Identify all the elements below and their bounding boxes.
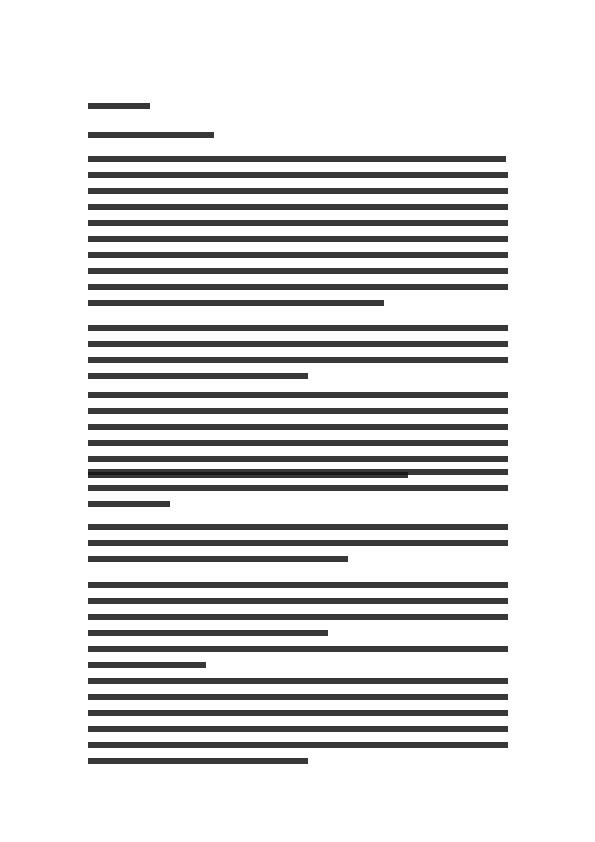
text-ink xyxy=(88,469,508,475)
text-ink xyxy=(88,156,506,162)
body-line xyxy=(88,522,508,533)
body-line xyxy=(88,554,348,565)
body-line xyxy=(88,676,508,687)
text-ink xyxy=(88,710,508,716)
text-ink xyxy=(88,103,150,109)
text-ink xyxy=(88,132,214,138)
body-line xyxy=(88,692,508,703)
text-ink xyxy=(88,485,508,491)
body-line xyxy=(88,298,384,309)
text-ink xyxy=(88,742,508,748)
body-line xyxy=(88,538,508,549)
text-ink xyxy=(88,456,508,462)
text-ink xyxy=(88,694,508,700)
body-line xyxy=(88,186,508,197)
text-ink xyxy=(88,662,206,668)
text-ink xyxy=(88,726,508,732)
text-ink xyxy=(88,614,508,620)
body-line xyxy=(88,170,508,181)
text-ink xyxy=(88,188,508,194)
text-ink xyxy=(88,357,508,363)
body-line xyxy=(88,323,508,334)
body-line xyxy=(88,660,206,671)
body-line xyxy=(88,339,508,350)
text-ink xyxy=(88,284,508,290)
text-ink xyxy=(88,325,508,331)
body-line xyxy=(88,580,508,591)
body-line xyxy=(88,644,508,655)
body-line xyxy=(88,355,508,366)
body-line xyxy=(88,612,508,623)
text-ink xyxy=(88,646,508,652)
body-line xyxy=(88,499,170,510)
body-line xyxy=(88,218,508,229)
body-line xyxy=(88,596,508,607)
body-line xyxy=(88,282,508,293)
subtitle-line xyxy=(88,130,214,141)
body-line xyxy=(88,628,328,639)
text-ink xyxy=(88,300,384,306)
text-ink xyxy=(88,236,508,242)
text-ink xyxy=(88,220,508,226)
text-ink xyxy=(88,204,508,210)
body-line xyxy=(88,266,508,277)
text-ink xyxy=(88,524,508,530)
body-line xyxy=(88,234,508,245)
text-ink xyxy=(88,678,508,684)
body-line xyxy=(88,467,508,478)
text-ink xyxy=(88,440,508,446)
body-line xyxy=(88,483,508,494)
text-ink xyxy=(88,172,508,178)
text-ink xyxy=(88,252,508,258)
text-ink xyxy=(88,582,508,588)
header-line xyxy=(88,101,150,112)
body-line xyxy=(88,756,308,767)
text-ink xyxy=(88,373,308,379)
body-line xyxy=(88,708,508,719)
body-line xyxy=(88,454,508,465)
text-ink xyxy=(88,598,508,604)
text-ink xyxy=(88,758,308,764)
body-line xyxy=(88,202,508,213)
text-ink xyxy=(88,408,508,414)
text-ink xyxy=(88,341,508,347)
body-line xyxy=(88,154,506,165)
text-ink xyxy=(88,424,508,430)
text-ink xyxy=(88,630,328,636)
body-line xyxy=(88,438,508,449)
body-line xyxy=(88,390,508,401)
text-ink xyxy=(88,392,508,398)
body-line xyxy=(88,740,508,751)
body-line xyxy=(88,724,508,735)
body-line xyxy=(88,422,508,433)
text-ink xyxy=(88,540,508,546)
body-line xyxy=(88,371,308,382)
text-ink xyxy=(88,556,348,562)
text-ink xyxy=(88,501,170,507)
body-line xyxy=(88,250,508,261)
body-line xyxy=(88,406,508,417)
text-ink xyxy=(88,268,508,274)
